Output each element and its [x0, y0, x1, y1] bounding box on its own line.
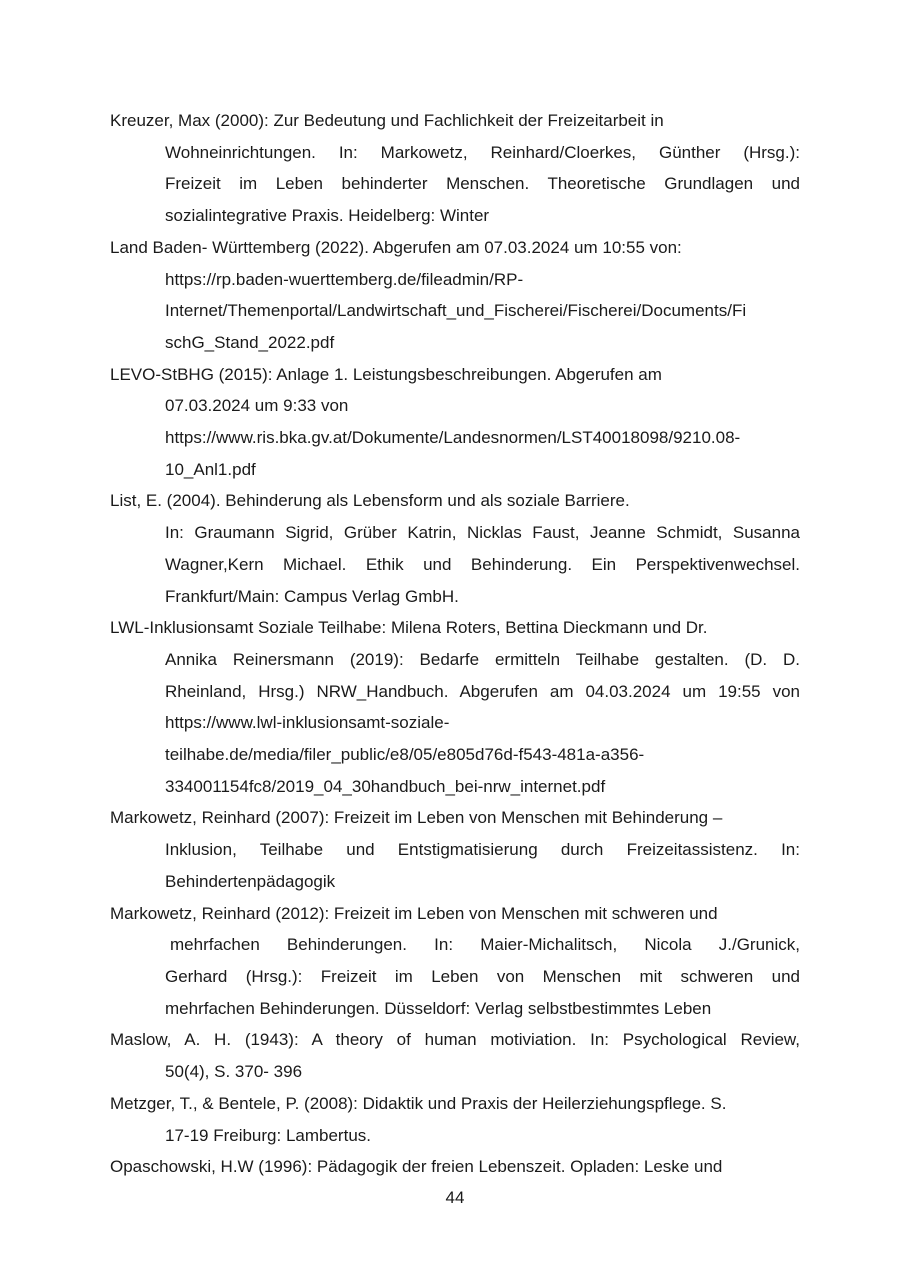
reference-line: Internet/Themenportal/Landwirtschaft_und_Fischerei/Fischerei/Documents/Fi: [165, 301, 747, 321]
reference-line: Inklusion, Teilhabe und Entstigmatisierung durch Freizeitassistenz. In:: [165, 840, 800, 860]
reference-line: Land Baden- Württemberg (2022). Abgerufen am 07.03.2024 um 10:55 von:: [110, 237, 682, 257]
reference-entry: [110, 1024, 800, 1087]
reference-entry: [110, 898, 800, 1025]
reference-line: Maslow, A. H. (1943): A theory of human motiviation. In: Psychological Review,: [110, 1030, 800, 1050]
reference-line: https://www.lwl-inklusionsamt-soziale-: [165, 713, 450, 733]
reference-line: schG_Stand_2022.pdf: [165, 332, 335, 352]
reference-line: Behindertenpädagogik: [165, 871, 336, 891]
reference-line: Opaschowski, H.W (1996): Pädagogik der freien Lebenszeit. Opladen: Leske und: [110, 1157, 723, 1177]
reference-line: teilhabe.de/media/filer_public/e8/05/e805d76d-f543-481a-a356-: [165, 745, 645, 765]
reference-line: https://www.ris.bka.gv.at/Dokumente/Landesnormen/LST40018098/9210.08-: [165, 428, 741, 448]
reference-entry: [110, 612, 800, 802]
reference-line: Frankfurt/Main: Campus Verlag GmbH.: [165, 586, 459, 606]
reference-entry: [110, 105, 800, 232]
reference-line: LEVO-StBHG (2015): Anlage 1. Leistungsbeschreibungen. Abgerufen am: [110, 364, 662, 384]
reference-line: LWL-Inklusionsamt Soziale Teilhabe: Milena Roters, Bettina Dieckmann und Dr.: [110, 618, 708, 638]
reference-list: [110, 105, 800, 1183]
reference-entry: [110, 485, 800, 612]
reference-line: Markowetz, Reinhard (2012): Freizeit im Leben von Menschen mit schweren und: [110, 903, 718, 923]
reference-line: 10_Anl1.pdf: [165, 459, 256, 479]
reference-line: In: Graumann Sigrid, Grüber Katrin, Nicklas Faust, Jeanne Schmidt, Susanna: [165, 523, 800, 543]
reference-line: Gerhard (Hrsg.): Freizeit im Leben von Menschen mit schweren und: [165, 966, 800, 986]
reference-line: Wagner,Kern Michael. Ethik und Behinderung. Ein Perspektivenwechsel.: [165, 554, 800, 574]
reference-line: mehrfachen Behinderungen. Düsseldorf: Verlag selbstbestimmtes Leben: [165, 998, 712, 1018]
reference-line: 50(4), S. 370- 396: [165, 1062, 303, 1082]
reference-line: https://rp.baden-wuerttemberg.de/fileadmin/RP-: [165, 269, 524, 289]
reference-line: mehrfachen Behinderungen. In: Maier-Michalitsch, Nicola J./Grunick,: [170, 935, 800, 955]
reference-line: 334001154fc8/2019_04_30handbuch_bei-nrw_internet.pdf: [165, 776, 606, 796]
reference-entry: [110, 232, 800, 359]
reference-entry: [110, 359, 800, 486]
reference-line: Metzger, T., & Bentele, P. (2008): Didaktik und Praxis der Heilerziehungspflege. S.: [110, 1093, 727, 1113]
reference-line: Freizeit im Leben behinderter Menschen. Theoretische Grundlagen und: [165, 174, 800, 194]
reference-entry: [110, 1151, 800, 1183]
reference-line: List, E. (2004). Behinderung als Lebensform und als soziale Barriere.: [110, 491, 630, 511]
reference-line: Annika Reinersmann (2019): Bedarfe ermitteln Teilhabe gestalten. (D. D.: [165, 649, 800, 669]
reference-line: 07.03.2024 um 9:33 von: [165, 396, 349, 416]
reference-line: Wohneinrichtungen. In: Markowetz, Reinhard/Cloerkes, Günther (Hrsg.):: [165, 142, 800, 162]
reference-line: Kreuzer, Max (2000): Zur Bedeutung und Fachlichkeit der Freizeitarbeit in: [110, 111, 664, 130]
reference-entry: [110, 802, 800, 897]
reference-entry: [110, 1088, 800, 1151]
reference-line: sozialintegrative Praxis. Heidelberg: Winter: [165, 206, 490, 226]
reference-line: Rheinland, Hrsg.) NRW_Handbuch. Abgerufen am 04.03.2024 um 19:55 von: [165, 681, 800, 701]
reference-line: 17-19 Freiburg: Lambertus.: [165, 1125, 371, 1145]
page-number: 44: [445, 1188, 465, 1207]
reference-line: Markowetz, Reinhard (2007): Freizeit im Leben von Menschen mit Behinderung –: [110, 808, 723, 828]
